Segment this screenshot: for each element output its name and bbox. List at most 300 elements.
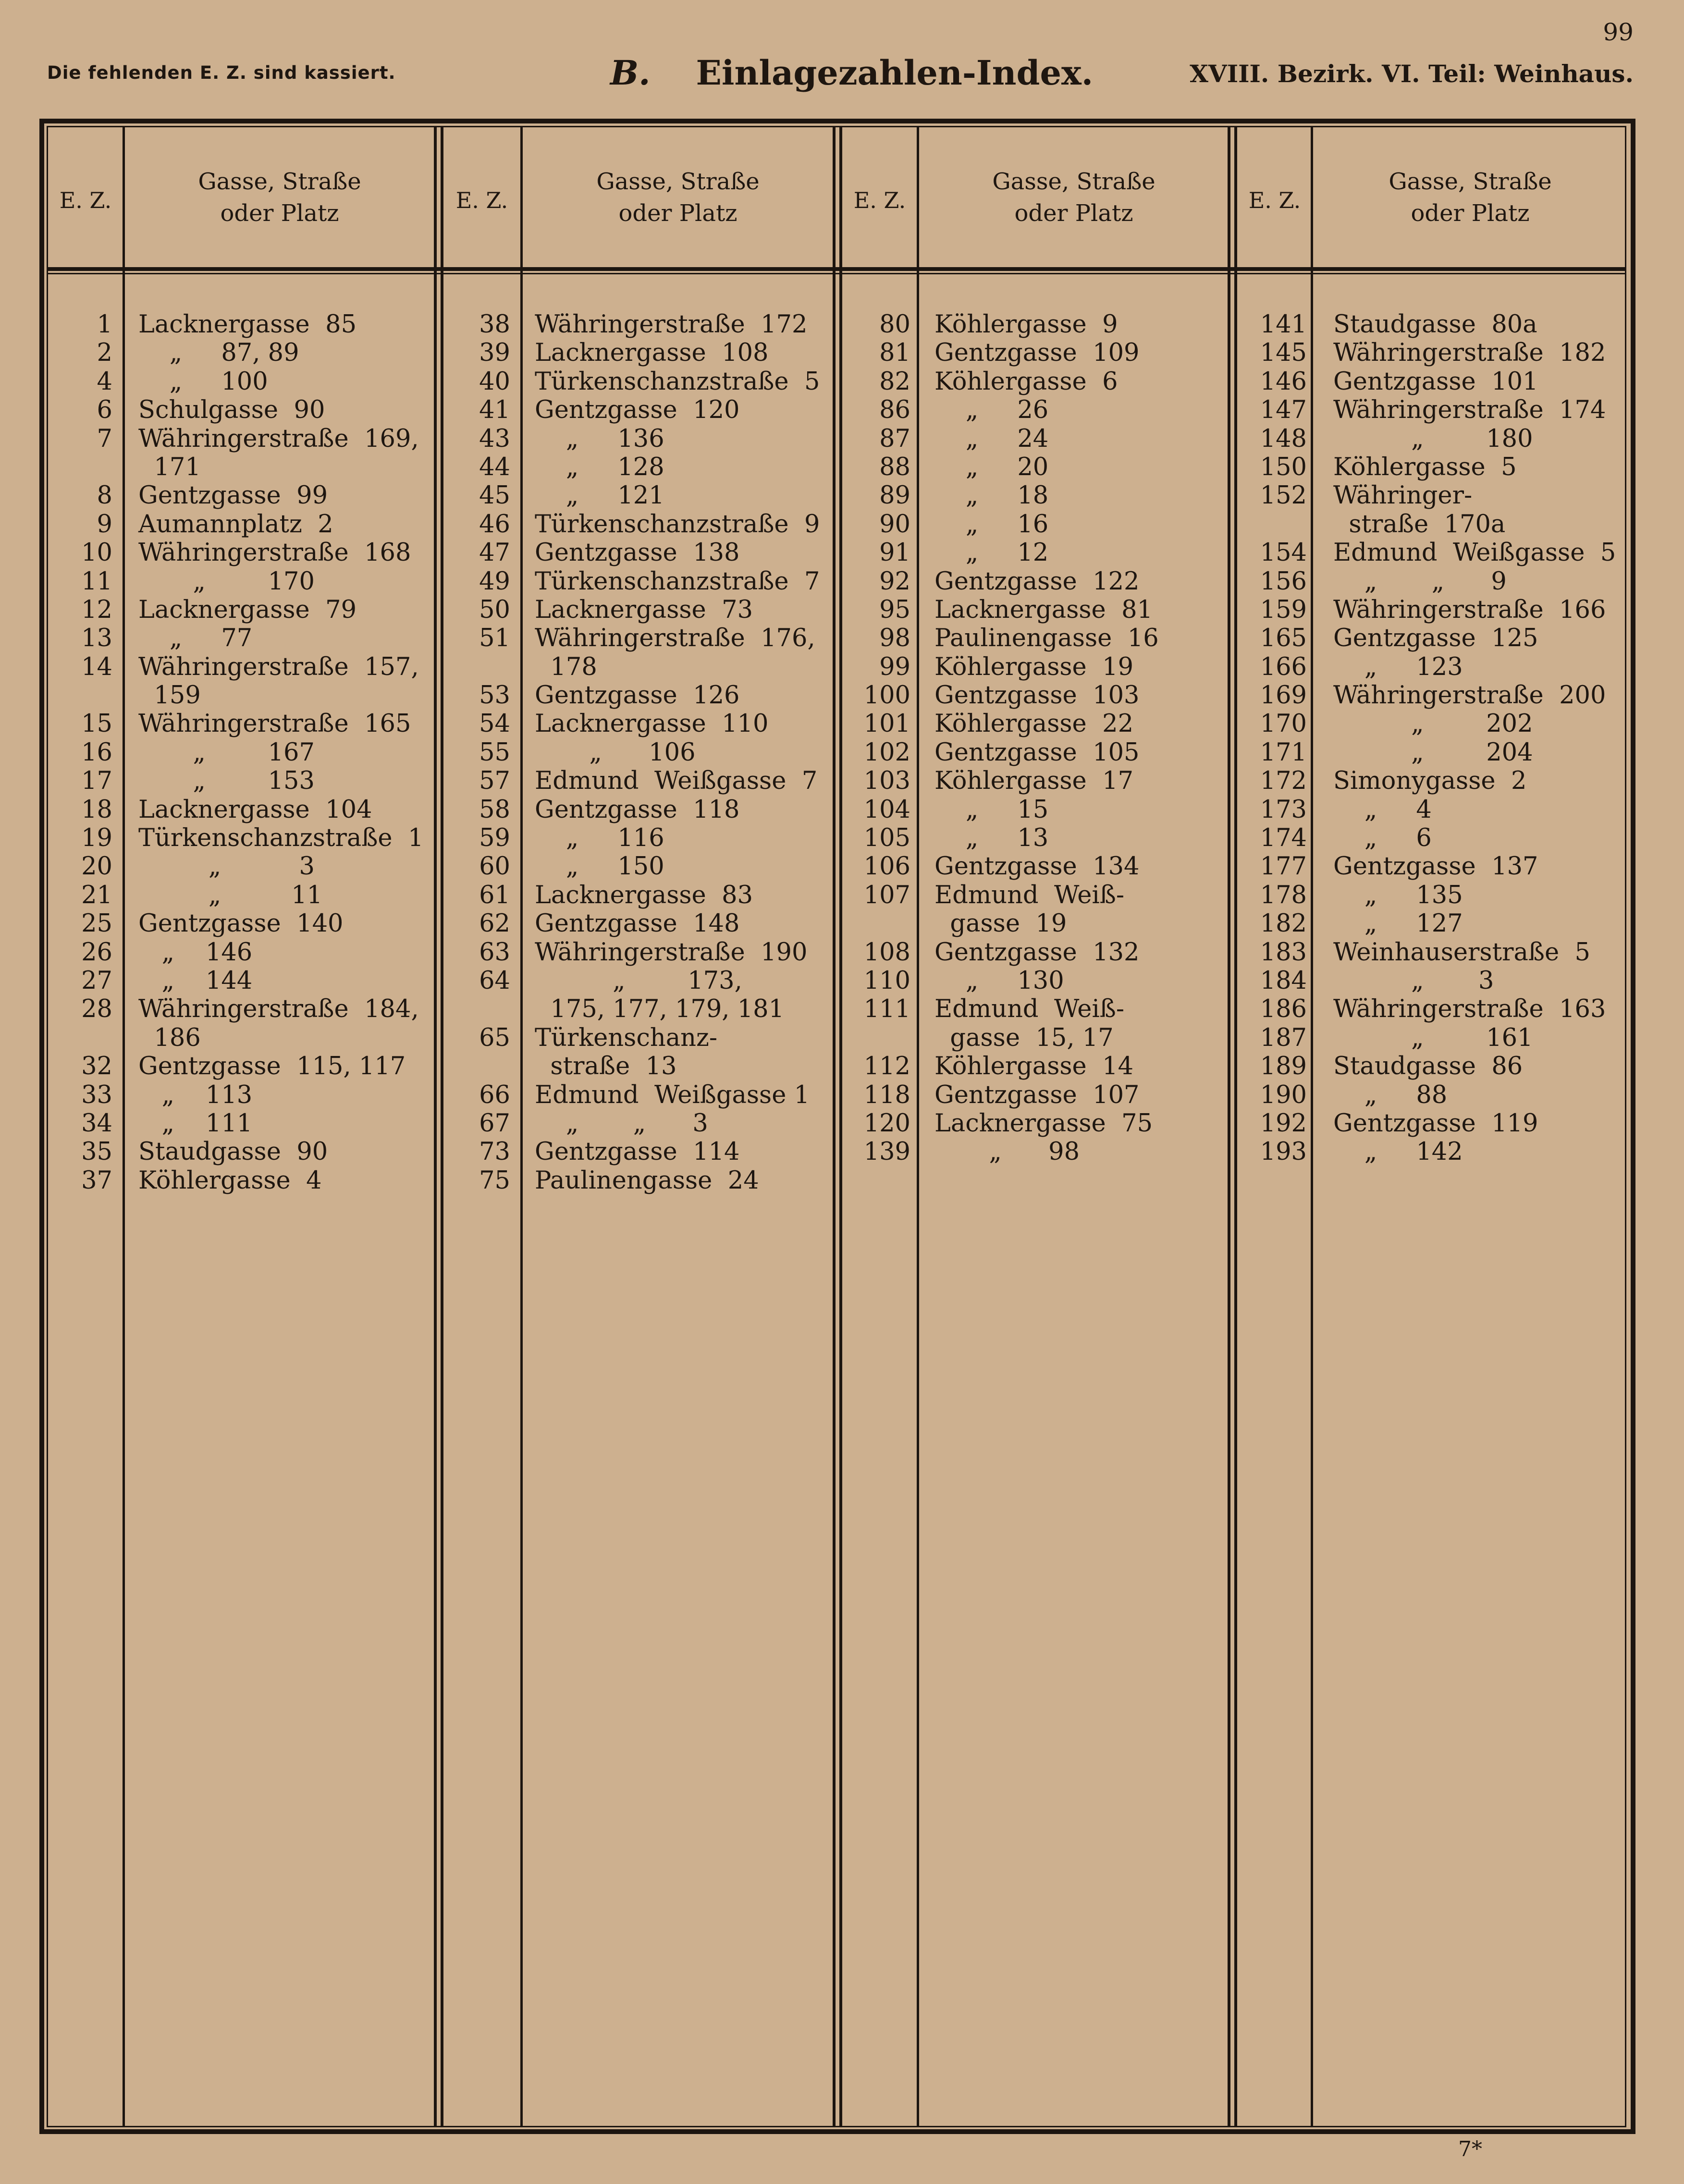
table-row [48, 1138, 432, 1166]
street-name: Währingerstraße 163 [1333, 995, 1606, 1024]
street-name: „ 116 [535, 824, 664, 853]
street-name: Lacknergasse 104 [138, 795, 372, 824]
divider-group-1b [441, 126, 443, 2127]
street-name: Gentzgasse 99 [138, 481, 328, 510]
ez-number: 159 [1260, 595, 1307, 624]
ez-number: 147 [1260, 396, 1307, 425]
street-name: „ 20 [934, 453, 1049, 481]
ez-number: 95 [879, 595, 910, 624]
ez-number: 91 [879, 539, 910, 567]
table-row [48, 967, 432, 995]
ez-number: 65 [479, 1023, 510, 1052]
street-name: „ 13 [934, 824, 1049, 853]
street-name: „ 167 [138, 738, 315, 767]
table-row [48, 453, 432, 481]
street-name: Gentzgasse 115, 117 [138, 1052, 406, 1081]
street-name: 159 [138, 681, 201, 710]
street-name: Edmund Weißgasse 1 [535, 1080, 810, 1109]
street-name: Gentzgasse 103 [934, 681, 1140, 710]
table-row [846, 1138, 1225, 1166]
street-name: Gentzgasse 122 [934, 567, 1140, 596]
ez-number: 120 [863, 1109, 910, 1138]
table-row [1240, 481, 1624, 510]
street-name: „ 11 [138, 881, 323, 909]
ez-number: 183 [1260, 938, 1307, 967]
ez-number: 35 [81, 1138, 112, 1166]
street-name: 171 [138, 453, 201, 481]
ez-number: 154 [1260, 539, 1307, 567]
street-name: Lacknergasse 83 [535, 881, 753, 909]
street-name: Gentzgasse 125 [1333, 624, 1538, 653]
table-row [447, 1138, 831, 1166]
table-row [48, 681, 432, 710]
street-name: „ 88 [1333, 1080, 1448, 1109]
street-name: „ 135 [1333, 881, 1463, 909]
street-name: Türkenschanz- [535, 1023, 718, 1052]
ez-number: 39 [479, 339, 510, 368]
ez-number: 47 [479, 539, 510, 567]
table-row [1240, 567, 1624, 596]
table-row [48, 339, 432, 367]
table-row [48, 567, 432, 596]
ez-number: 7 [97, 424, 112, 453]
street-name: „ 123 [1333, 652, 1463, 681]
ez-number: 86 [879, 396, 910, 425]
page-number: 99 [1603, 18, 1634, 46]
header-note: Die fehlenden E. Z. sind kassiert. [47, 62, 396, 83]
street-name: „ 161 [1333, 1023, 1533, 1052]
street-name: Köhlergasse 9 [934, 310, 1118, 339]
table-row [447, 710, 831, 738]
ez-number: 193 [1260, 1138, 1307, 1166]
street-name: Lacknergasse 73 [535, 595, 753, 624]
ez-number: 67 [479, 1109, 510, 1138]
table-row [447, 767, 831, 795]
street-name: Währingerstraße 182 [1333, 339, 1606, 368]
street-name: Gentzgasse 105 [934, 738, 1140, 767]
ez-number: 182 [1260, 909, 1307, 938]
ez-number: 99 [879, 652, 910, 681]
ez-number: 170 [1260, 710, 1307, 738]
table-row [846, 967, 1225, 995]
table-row [846, 624, 1225, 652]
table-row [846, 310, 1225, 339]
table-row [48, 481, 432, 510]
table-row [846, 653, 1225, 681]
ez-number: 141 [1260, 310, 1307, 339]
street-name: „ 87, 89 [138, 339, 299, 368]
street-name: „ „ 9 [1333, 567, 1507, 596]
table-row [447, 624, 831, 652]
page-title [610, 53, 1093, 93]
ez-number: 106 [863, 852, 910, 881]
street-name: Währingerstraße 165 [138, 710, 411, 738]
table-row [846, 824, 1225, 852]
table-row [447, 909, 831, 938]
ez-number: 34 [81, 1109, 112, 1138]
table-row [1240, 681, 1624, 710]
street-name: „ 204 [1333, 738, 1533, 767]
table-row [48, 396, 432, 424]
table-row [846, 796, 1225, 824]
table-row [48, 938, 432, 967]
divider-group-3b [1234, 126, 1237, 2127]
ez-number: 80 [879, 310, 910, 339]
street-name: Staudgasse 86 [1333, 1052, 1523, 1081]
street-name: gasse 19 [934, 909, 1067, 938]
header-street-4-line1: Gasse, Straße [1389, 168, 1552, 195]
header-street-1-line1: Gasse, Straße [198, 168, 361, 195]
table-row [846, 510, 1225, 539]
street-name: Köhlergasse 17 [934, 767, 1134, 796]
ez-number: 59 [479, 824, 510, 853]
ez-number: 8 [97, 481, 112, 510]
street-name: Aumannplatz 2 [138, 510, 333, 539]
ez-number: 88 [879, 453, 910, 481]
street-name: straße 13 [535, 1052, 677, 1081]
street-name: Köhlergasse 19 [934, 652, 1134, 681]
street-name: 186 [138, 1023, 201, 1052]
ez-number: 26 [81, 938, 112, 967]
ez-number: 177 [1260, 852, 1307, 881]
ez-number: 1 [97, 310, 112, 339]
table-row [846, 881, 1225, 909]
ez-number: 40 [479, 367, 510, 396]
table-row [48, 1052, 432, 1080]
street-name: Edmund Weiß- [934, 995, 1125, 1024]
header-street-1 [126, 166, 433, 229]
street-name: „ 6 [1333, 824, 1432, 853]
table-row [447, 738, 831, 767]
ez-number: 150 [1260, 453, 1307, 481]
ez-number: 189 [1260, 1052, 1307, 1081]
ez-number: 64 [479, 966, 510, 995]
street-name: „ 77 [138, 624, 253, 653]
table-row [1240, 339, 1624, 367]
ez-number: 166 [1260, 652, 1307, 681]
table-row [447, 852, 831, 881]
table-row [48, 1081, 432, 1109]
table-row [447, 1166, 831, 1195]
table-row [48, 881, 432, 909]
table-row [1240, 310, 1624, 339]
street-name: „ 12 [934, 539, 1049, 567]
index-column-4 [1240, 310, 1624, 1166]
table-row [1240, 796, 1624, 824]
ez-number: 38 [479, 310, 510, 339]
ez-number: 45 [479, 481, 510, 510]
ez-number: 107 [863, 881, 910, 909]
street-name: Köhlergasse 4 [138, 1166, 322, 1195]
ez-number: 37 [81, 1166, 112, 1195]
table-row [447, 824, 831, 852]
street-name: Gentzgasse 120 [535, 396, 740, 425]
table-row [447, 481, 831, 510]
street-name: Edmund Weißgasse 5 [1333, 539, 1616, 567]
ez-number: 169 [1260, 681, 1307, 710]
table-row [447, 1081, 831, 1109]
table-row [846, 938, 1225, 967]
ez-number: 173 [1260, 795, 1307, 824]
table-row [1240, 653, 1624, 681]
signature-mark: 7* [1458, 2137, 1482, 2161]
street-name: „ 142 [1333, 1138, 1463, 1166]
table-row [447, 881, 831, 909]
ez-number: 92 [879, 567, 910, 596]
table-row [1240, 1138, 1624, 1166]
table-row [1240, 967, 1624, 995]
table-row [1240, 624, 1624, 652]
street-name: Währingerstraße 176, [535, 624, 815, 653]
street-name: „ 4 [1333, 795, 1432, 824]
header-street-1-line2: oder Platz [220, 200, 339, 227]
header-ez-4: E. Z. [1248, 187, 1301, 213]
ez-number: 165 [1260, 624, 1307, 653]
table-row [846, 567, 1225, 596]
table-row [846, 1109, 1225, 1138]
street-name: „ 113 [138, 1080, 253, 1109]
ez-number: 174 [1260, 824, 1307, 853]
ez-number: 105 [863, 824, 910, 853]
table-row [846, 539, 1225, 567]
table-row [48, 710, 432, 738]
ez-number: 14 [81, 652, 112, 681]
table-row [1240, 539, 1624, 567]
table-row [1240, 596, 1624, 624]
street-name: Türkenschanzstraße 7 [535, 567, 820, 596]
table-row [846, 339, 1225, 367]
table-row [48, 624, 432, 652]
ez-number: 6 [97, 396, 112, 425]
ez-number: 66 [479, 1080, 510, 1109]
ez-number: 19 [81, 824, 112, 853]
street-name: Währingerstraße 166 [1333, 595, 1606, 624]
street-name: „ 111 [138, 1109, 253, 1138]
street-name: „ 146 [138, 938, 253, 967]
street-name: „ 18 [934, 481, 1049, 510]
table-row [48, 425, 432, 453]
table-row [447, 995, 831, 1023]
street-name: Türkenschanzstraße 9 [535, 510, 820, 539]
ez-number: 187 [1260, 1023, 1307, 1052]
table-row [1240, 995, 1624, 1023]
table-row [846, 596, 1225, 624]
street-name: „ 121 [535, 481, 664, 510]
ez-number: 25 [81, 909, 112, 938]
table-row [846, 368, 1225, 396]
street-name: „ 15 [934, 795, 1049, 824]
ez-number: 58 [479, 795, 510, 824]
street-name: „ 127 [1333, 909, 1463, 938]
index-column-3 [846, 310, 1225, 1166]
table-row [447, 339, 831, 367]
header-street-3-line1: Gasse, Straße [992, 168, 1155, 195]
street-name: Weinhauserstraße 5 [1333, 938, 1591, 967]
ez-number: 21 [81, 881, 112, 909]
street-name: Türkenschanzstraße 1 [138, 824, 424, 853]
table-row [48, 738, 432, 767]
table-row [1240, 767, 1624, 795]
ez-number: 108 [863, 938, 910, 967]
table-row [846, 425, 1225, 453]
header-ez-2: E. Z. [455, 187, 508, 213]
table-row [48, 852, 432, 881]
ez-number: 32 [81, 1052, 112, 1081]
ez-number: 62 [479, 909, 510, 938]
street-name: Paulinengasse 16 [934, 624, 1159, 653]
table-row [1240, 824, 1624, 852]
street-name: Gentzgasse 137 [1333, 852, 1538, 881]
table-row [48, 909, 432, 938]
street-name: Währingerstraße 172 [535, 310, 808, 339]
divider-group-1a [434, 126, 437, 2127]
ez-number: 87 [879, 424, 910, 453]
street-name: Währinger- [1333, 481, 1473, 510]
street-name: „ 136 [535, 424, 664, 453]
table-row [1240, 852, 1624, 881]
street-name: Gentzgasse 126 [535, 681, 740, 710]
index-column-2 [447, 310, 831, 1195]
ez-number: 17 [81, 767, 112, 796]
street-name: „ 26 [934, 396, 1049, 425]
table-row [48, 995, 432, 1023]
street-name: „ 98 [934, 1138, 1080, 1166]
ez-number: 145 [1260, 339, 1307, 368]
ez-number: 63 [479, 938, 510, 967]
table-row [48, 539, 432, 567]
table-row [846, 1081, 1225, 1109]
ez-number: 54 [479, 710, 510, 738]
table-row [447, 396, 831, 424]
table-row [846, 852, 1225, 881]
ez-number: 51 [479, 624, 510, 653]
street-name: Gentzgasse 109 [934, 339, 1140, 368]
ez-number: 90 [879, 510, 910, 539]
street-name: Edmund Weiß- [934, 881, 1125, 909]
divider-group-2b [839, 126, 842, 2127]
street-name: Paulinengasse 24 [535, 1166, 759, 1195]
street-name: „ 3 [1333, 966, 1494, 995]
street-name: „ 150 [535, 852, 664, 881]
ez-number: 28 [81, 995, 112, 1024]
divider-group-3a [1228, 126, 1230, 2127]
table-row [447, 1024, 831, 1052]
ez-number: 100 [863, 681, 910, 710]
table-row [447, 510, 831, 539]
header-street-3-line2: oder Platz [1014, 200, 1133, 227]
table-row [48, 310, 432, 339]
ez-number: 111 [863, 995, 910, 1024]
street-name: Edmund Weißgasse 7 [535, 767, 818, 796]
table-row [447, 567, 831, 596]
table-row [846, 1024, 1225, 1052]
table-row [1240, 710, 1624, 738]
ez-number: 44 [479, 453, 510, 481]
ez-number: 53 [479, 681, 510, 710]
ez-number: 148 [1260, 424, 1307, 453]
table-row [447, 310, 831, 339]
street-name: Lacknergasse 81 [934, 595, 1153, 624]
table-row [447, 938, 831, 967]
street-name: gasse 15, 17 [934, 1023, 1114, 1052]
table-row [447, 368, 831, 396]
street-name: Gentzgasse 132 [934, 938, 1140, 967]
ez-number: 192 [1260, 1109, 1307, 1138]
ez-number: 139 [863, 1138, 910, 1166]
street-name: Währingerstraße 157, [138, 652, 419, 681]
ez-number: 57 [479, 767, 510, 796]
table-row [447, 1052, 831, 1080]
street-name: Gentzgasse 134 [934, 852, 1140, 881]
table-row [447, 539, 831, 567]
table-row [48, 653, 432, 681]
street-name: Währingerstraße 168 [138, 539, 411, 567]
table-row [48, 510, 432, 539]
street-name: Gentzgasse 148 [535, 909, 740, 938]
ez-number: 16 [81, 738, 112, 767]
table-row [1240, 368, 1624, 396]
street-name: „ 202 [1333, 710, 1533, 738]
ez-number: 103 [863, 767, 910, 796]
street-name: Türkenschanzstraße 5 [535, 367, 820, 396]
table-row [846, 1052, 1225, 1080]
table-row [447, 425, 831, 453]
street-name: Währingerstraße 200 [1333, 681, 1606, 710]
table-row [846, 738, 1225, 767]
street-name: Währingerstraße 184, [138, 995, 419, 1024]
table-row [846, 453, 1225, 481]
street-name: „ 128 [535, 453, 664, 481]
ez-number: 186 [1260, 995, 1307, 1024]
street-name: Gentzgasse 114 [535, 1138, 740, 1166]
ez-number: 4 [97, 367, 112, 396]
ez-number: 171 [1260, 738, 1307, 767]
street-name: Währingerstraße 174 [1333, 396, 1606, 425]
ez-number: 9 [97, 510, 112, 539]
ez-number: 104 [863, 795, 910, 824]
street-name: Lacknergasse 110 [535, 710, 769, 738]
ez-number: 73 [479, 1138, 510, 1166]
ez-number: 102 [863, 738, 910, 767]
table-row [447, 796, 831, 824]
divider-group-2a [833, 126, 836, 2127]
street-name: Simonygasse 2 [1333, 767, 1527, 796]
table-row [846, 681, 1225, 710]
ez-number: 61 [479, 881, 510, 909]
street-name: Gentzgasse 101 [1333, 367, 1538, 396]
ez-number: 60 [479, 852, 510, 881]
street-name: Gentzgasse 118 [535, 795, 740, 824]
table-row [1240, 1052, 1624, 1080]
table-row [1240, 453, 1624, 481]
street-name: Staudgasse 80a [1333, 310, 1537, 339]
street-name: Gentzgasse 107 [934, 1080, 1140, 1109]
ez-number: 50 [479, 595, 510, 624]
street-name: Lacknergasse 85 [138, 310, 357, 339]
street-name: Schulgasse 90 [138, 396, 325, 425]
ez-number: 15 [81, 710, 112, 738]
table-row [447, 653, 831, 681]
street-name: Staudgasse 90 [138, 1138, 328, 1166]
table-row [48, 1024, 432, 1052]
table-row [48, 767, 432, 795]
street-name: Gentzgasse 140 [138, 909, 344, 938]
street-name: „ 24 [934, 424, 1049, 453]
ez-number: 152 [1260, 481, 1307, 510]
ez-number: 75 [479, 1166, 510, 1195]
table-row [1240, 1024, 1624, 1052]
ez-number: 43 [479, 424, 510, 453]
